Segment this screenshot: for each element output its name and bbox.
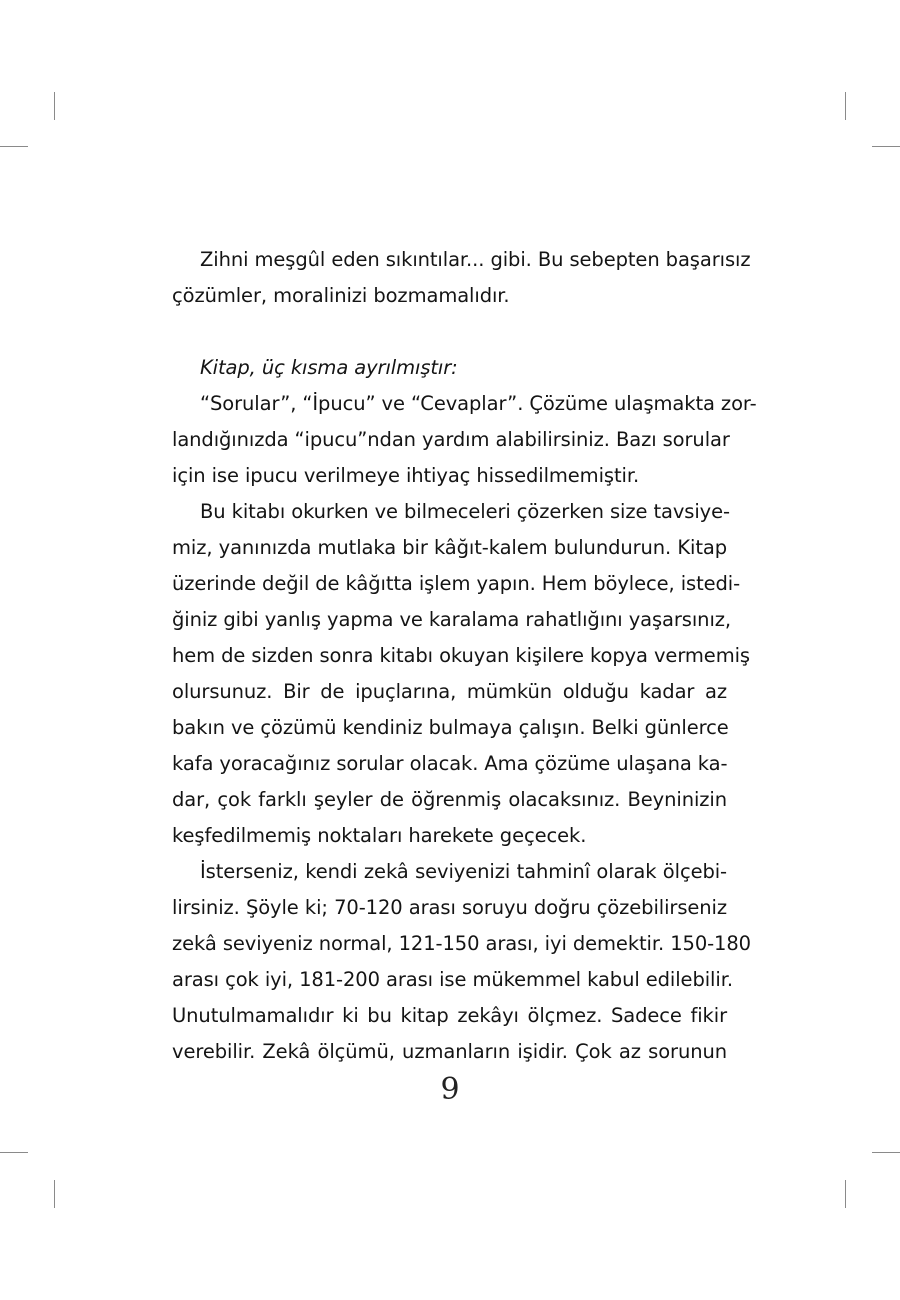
text-line: bakın ve çözümü kendiniz bulmaya çalışın. Belki günlerce <box>172 716 729 739</box>
crop-mark-bottom-right-vertical <box>845 1180 846 1208</box>
text-line: üzerinde değil de kâğıtta işlem yapın. Hem böylece, istedi- <box>172 572 741 595</box>
text-line: için ise ipucu verilmeye ihtiyaç hissedilmemiştir. <box>172 464 640 487</box>
text-line: Unutulmamalıdır ki bu kitap zekâyı ölçmez. Sadece fikir <box>172 1004 727 1027</box>
crop-mark-bottom-right-horizontal <box>872 1152 900 1153</box>
body-text <box>172 242 757 1070</box>
paragraph-intro <box>172 242 751 314</box>
text-line: Zihni meşgûl eden sıkıntılar... gibi. Bu sebepten başarısız <box>200 248 751 271</box>
text-line: keşfedilmemiş noktaları harekete geçecek. <box>172 824 587 847</box>
text-line: ğiniz gibi yanlış yapma ve karalama rahatlığını yaşarsınız, <box>172 608 731 631</box>
text-line: landığınızda “ipucu”ndan yardım alabilirsiniz. Bazı sorular <box>172 428 730 451</box>
crop-mark-top-right-vertical <box>845 92 846 120</box>
text-line: çözümler, moralinizi bozmamalıdır. <box>172 284 510 307</box>
crop-mark-top-left-vertical <box>54 92 55 120</box>
text-line: hem de sizden sonra kitabı okuyan kişilere kopya vermemiş <box>172 644 750 667</box>
text-line: arası çok iyi, 181-200 arası ise mükemmel kabul edilebilir. <box>172 968 733 991</box>
text-line: dar, çok farklı şeyler de öğrenmiş olacaksınız. Beyninizin <box>172 788 727 811</box>
crop-mark-bottom-left-vertical <box>54 1180 55 1208</box>
text-line: verebilir. Zekâ ölçümü, uzmanların işidir. Çok az sorunun <box>172 1040 727 1063</box>
text-line: Bu kitabı okurken ve bilmeceleri çözerken size tavsiye- <box>200 500 730 523</box>
paragraph-spacer <box>172 314 727 350</box>
paragraph-advice <box>172 494 750 854</box>
text-line: “Sorular”, “İpucu” ve “Cevaplar”. Çözüme ulaşmakta zor- <box>200 392 757 415</box>
paragraph-iq-scale <box>172 854 751 1070</box>
text-line: kafa yoracağınız sorular olacak. Ama çözüme ulaşana ka- <box>172 752 728 775</box>
text-line: olursunuz. Bir de ipuçlarına, mümkün olduğu kadar az <box>172 680 727 703</box>
paragraph-sections <box>172 386 757 494</box>
section-subheading: Kitap, üç kısma ayrılmıştır: <box>200 356 458 379</box>
crop-mark-top-left-horizontal <box>0 146 28 147</box>
text-line: zekâ seviyeniz normal, 121-150 arası, iyi demektir. 150-180 <box>172 932 751 955</box>
text-line: miz, yanınızda mutlaka bir kâğıt-kalem bulundurun. Kitap <box>172 536 727 559</box>
crop-mark-bottom-left-horizontal <box>0 1152 28 1153</box>
text-line: lirsiniz. Şöyle ki; 70-120 arası soruyu doğru çözebilirseniz <box>172 896 727 919</box>
page-number: 9 <box>440 1072 460 1107</box>
text-line: İsterseniz, kendi zekâ seviyenizi tahminî olarak ölçebi- <box>200 860 727 883</box>
crop-mark-top-right-horizontal <box>872 146 900 147</box>
